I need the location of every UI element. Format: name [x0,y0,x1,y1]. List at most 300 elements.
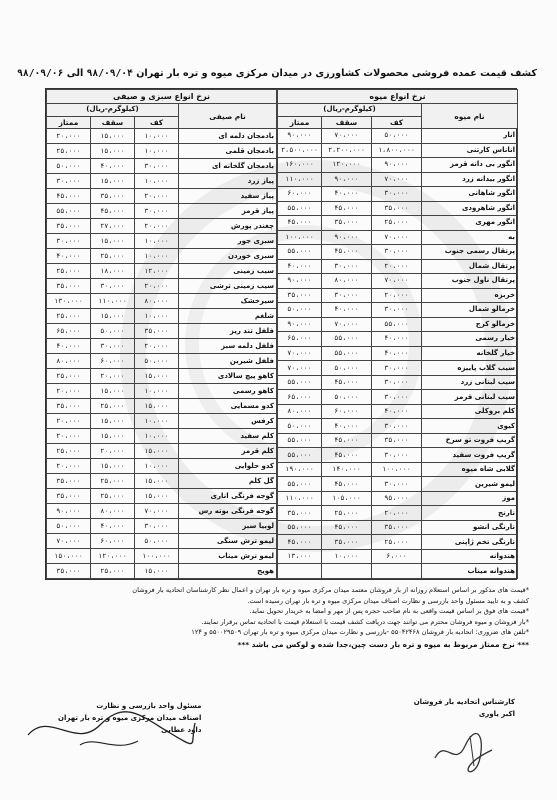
fruits-row [278,172,518,187]
vegetables-header-max: سقف [91,116,135,129]
fruits-row [278,506,518,521]
fruits-cell-min: ۴۰،۰۰۰ [372,404,422,419]
vegetables-cell-premium: ۲۵،۰۰۰ [47,264,91,279]
fruits-cell-premium: ۳۵،۰۰۰ [278,288,322,303]
fruits-cell-max: ۴۰،۰۰۰ [322,187,372,202]
vegetables-cell-premium: ۴۰،۰۰۰ [47,249,91,264]
fruits-cell-premium: ۵۵،۰۰۰ [278,201,322,216]
fruits-cell-premium: ۲،۵۰۰،۰۰۰ [278,143,322,158]
fruits-cell-premium: ۵۵،۰۰۰ [278,520,322,535]
fruits-cell-premium: ۵۰،۰۰۰ [278,303,322,318]
vegetables-row [47,519,277,534]
fruits-cell-min: ۲۵،۰۰۰ [372,216,422,231]
fruits-row [278,462,518,477]
fruits-cell-min: ۲۰،۰۰۰ [372,506,422,521]
vegetables-cell-min: ۳۰،۰۰۰ [135,159,179,174]
fruits-row [278,448,518,463]
fruits-cell-name: انگور شاهانی [422,187,518,202]
fruits-cell-name: انگور شاهرودی [422,201,518,216]
fruits-cell-name: اناناس کارتنی [422,143,518,158]
fruits-rows [278,129,518,579]
fruits-cell-max: ۴۵،۰۰۰ [322,520,372,535]
vegetables-row [47,504,277,519]
fruits-cell-max: ۹۰،۰۰۰ [322,230,372,245]
fruits-row [278,346,518,361]
fruits-cell-min: ۳۰،۰۰۰ [372,375,422,390]
vegetables-cell-min: ۳۰،۰۰۰ [135,519,179,534]
vegetables-cell-name: فلفل شیرین [179,354,277,369]
vegetables-cell-name: لوبیا سبز [179,519,277,534]
vegetables-row [47,294,277,309]
fruits-cell-name: پرتقال ناول جنوب [422,274,518,289]
fruits-cell-max: ۵۰،۰۰۰ [322,390,372,405]
fruits-cell-name: گلابی شاه میوه [422,462,518,477]
fruits-cell-min: ۳۰،۰۰۰ [372,245,422,260]
vegetables-cell-max: ۱۲۰،۰۰۰ [91,549,135,564]
vegetables-row [47,549,277,564]
fruits-cell-premium: ۵۵،۰۰۰ [278,433,322,448]
fruits-cell-premium: ۱۹۰،۰۰۰ [278,462,322,477]
fruits-cell-name: انار [422,129,518,144]
fruits-cell-premium: ۹۰،۰۰۰ [278,317,322,332]
vegetables-cell-premium: ۳۵،۰۰۰ [47,489,91,504]
fruits-row [278,274,518,289]
vegetables-cell-name: کاهو رسمی [179,384,277,399]
vegetables-cell-premium: ۱۳۰،۰۰۰ [47,294,91,309]
fruits-cell-premium: ۱۳،۰۰۰ [278,549,322,564]
note-line: *قیمت های فوق بر اساس قیمت واقعی به نام صاحب حجره پس از مهر و امضا به خریدار تحویل نماید. [249,607,529,615]
signature-role: کارشناس اتحادیه بار فروشان [413,698,515,706]
fruits-row [278,230,518,245]
vegetables-row [47,234,277,249]
fruits-row [278,375,518,390]
fruits-cell-max: ۴۰،۰۰۰ [322,303,372,318]
fruits-cell-min: ۹۰،۰۰۰ [372,158,422,173]
handwritten-signature-right [430,728,500,773]
fruits-cell-name: کیوی [422,419,518,434]
fruits-row [278,404,518,419]
vegetables-row [47,399,277,414]
fruits-row [278,491,518,506]
fruits-cell-name: نارنگی انشو [422,520,518,535]
vegetables-cell-premium: ۷۰،۰۰۰ [47,534,91,549]
vegetables-cell-min: ۱۰،۰۰۰ [135,234,179,249]
vegetables-row [47,339,277,354]
vegetables-cell-premium: ۲۰،۰۰۰ [47,429,91,444]
fruits-cell-max: ۳۰،۰۰۰ [322,259,372,274]
vegetables-cell-premium: ۵۵،۰۰۰ [47,204,91,219]
fruits-cell-min: ۳۵،۰۰۰ [372,433,422,448]
vegetables-cell-min: ۱۵،۰۰۰ [135,444,179,459]
fruits-cell-max: ۴۰،۰۰۰ [322,419,372,434]
vegetables-cell-premium: ۵۰،۰۰۰ [47,519,91,534]
vegetables-cell-premium: ۲۵،۰۰۰ [47,369,91,384]
fruits-cell-max: ۳۵،۰۰۰ [322,535,372,550]
vegetables-cell-premium: ۳۵،۰۰۰ [47,474,91,489]
vegetables-cell-max: ۲۰،۰۰۰ [91,369,135,384]
signature-block-right [414,696,515,720]
fruits-cell-name: نارنگی تخم ژاپنی [422,535,518,550]
vegetables-cell-name: پیاز قرمز [179,204,277,219]
vegetables-row [47,384,277,399]
fruits-cell-min: ۳۰،۰۰۰ [372,187,422,202]
fruits-cell-name: خرمالو شمال [422,303,518,318]
signature-name: اکبر یاوری [478,710,515,718]
vegetables-cell-min: ۱۰،۰۰۰ [135,309,179,324]
fruits-cell-premium [278,564,322,579]
fruits-cell-min: ۳۰،۰۰۰ [372,477,422,492]
vegetables-cell-name: گوجه فرنگی بوته رس [179,504,277,519]
vegetables-cell-max: ۳۵،۰۰۰ [91,189,135,204]
fruits-cell-max: ۴۵،۰۰۰ [322,433,372,448]
vegetables-cell-name: سیرخشک [179,294,277,309]
fruits-cell-min [372,564,422,579]
vegetables-cell-max: ۱۵،۰۰۰ [91,174,135,189]
vegetables-cell-name: گل کلم [179,474,277,489]
vegetables-cell-min: ۱۵،۰۰۰ [135,564,179,579]
vegetables-cell-name: گوجه فرنگی اناری [179,489,277,504]
fruits-cell-min: ۱۰۰،۰۰۰ [372,462,422,477]
fruits-cell-name: کلم بروکلی [422,404,518,419]
fruits-cell-max: ۵۵،۰۰۰ [322,346,372,361]
fruits-row [278,535,518,550]
vegetables-cell-max: ۲۵،۰۰۰ [91,249,135,264]
vegetables-cell-max: ۲۷،۰۰۰ [91,219,135,234]
fruits-cell-max: ۴۵،۰۰۰ [322,448,372,463]
fruits-cell-max: ۹۰،۰۰۰ [322,172,372,187]
fruits-cell-min: ۹۵،۰۰۰ [372,491,422,506]
fruits-row [278,187,518,202]
fruits-cell-premium: ۱۶۰،۰۰۰ [278,158,322,173]
vegetables-cell-name: سیب زمینی [179,264,277,279]
fruits-cell-name: خیار رسمی [422,332,518,347]
fruits-cell-min: ۲۰،۰۰۰ [372,259,422,274]
vegetables-cell-min: ۱۵،۰۰۰ [135,489,179,504]
vegetables-cell-min: ۳۵،۰۰۰ [135,324,179,339]
fruits-cell-min: ۷۰،۰۰۰ [372,230,422,245]
vegetables-cell-premium: ۲۵،۰۰۰ [47,309,91,324]
vegetables-cell-name: کاهو پیچ سالادی [179,369,277,384]
fruits-unit: (کیلوگرم-ریال) [278,104,422,117]
fruits-cell-premium: ۵۵،۰۰۰ [278,245,322,260]
fruits-cell-max: ۳۰،۰۰۰ [322,288,372,303]
vegetables-row [47,489,277,504]
vegetables-cell-name: بادمجان دلمه ای [179,129,277,144]
fruits-cell-name: انگور بی دانه قرمز [422,158,518,173]
fruits-cell-name: هندوانه [422,549,518,564]
vegetables-cell-max: ۲۵،۰۰۰ [91,489,135,504]
date-to: ۹۸/۰۹/۰۶ [17,68,64,79]
vegetables-row [47,129,277,144]
fruits-cell-min: ۲۰،۰۰۰ [372,288,422,303]
fruits-cell-name: پرتقال رسمی جنوب [422,245,518,260]
vegetables-cell-max: ۶۰،۰۰۰ [91,354,135,369]
fruits-cell-max: ۲۵،۰۰۰ [322,506,372,521]
fruits-cell-premium: ۴۰،۰۰۰ [278,259,322,274]
vegetables-cell-premium: ۴۵،۰۰۰ [47,189,91,204]
vegetables-cell-max: ۴۵،۰۰۰ [91,204,135,219]
vegetables-cell-premium: ۲۵،۰۰۰ [47,444,91,459]
vegetables-cell-max: ۸۰،۰۰۰ [91,504,135,519]
vegetables-cell-min: ۱۰،۰۰۰ [135,129,179,144]
vegetables-cell-max: ۱۵،۰۰۰ [91,234,135,249]
document-title [17,68,537,79]
handwritten-signature-left [20,705,200,760]
fruits-cell-min: ۳۰،۰۰۰ [372,303,422,318]
vegetables-cell-max: ۲۵،۰۰۰ [91,474,135,489]
fruits-cell-premium: ۸۰،۰۰۰ [278,404,322,419]
vegetables-row [47,189,277,204]
fruits-cell-min: ۳۰،۰۰۰ [372,390,422,405]
fruits-cell-max: ۸۰،۰۰۰ [322,274,372,289]
fruits-cell-name: هندوانه میناب [422,564,518,579]
fruits-cell-min: ۴۰،۰۰۰ [372,332,422,347]
vegetables-cell-name: پیاز زرد [179,174,277,189]
fruits-row [278,520,518,535]
vegetables-cell-name: کلم قرمز [179,444,277,459]
vegetables-row [47,429,277,444]
fruits-row [278,564,518,579]
fruits-cell-premium: ۵۰،۰۰۰ [278,419,322,434]
vegetables-row [47,369,277,384]
vegetables-table [46,89,277,579]
note-line: *بار فروشان و میوه فروشان محترم می توانند جهت دریافت کشف قیمت با استعلام قیمت با اتحادیه تماس برقرار نمایند. [201,617,529,626]
vegetables-row [47,444,277,459]
vegetables-cell-min: ۱۰،۰۰۰ [135,459,179,474]
vegetables-cell-min: ۱۰،۰۰۰ [135,384,179,399]
date-from: ۹۸/۰۹/۰۴ [86,68,133,79]
vegetables-cell-premium: ۲۰،۰۰۰ [47,129,91,144]
signature-role: مسئول واحد بازرسی و نظارت [96,702,202,710]
vegetables-cell-max: ۳۰،۰۰۰ [91,339,135,354]
fruits-cell-min: ۳۰،۰۰۰ [372,448,422,463]
vegetables-cell-max: ۵۰،۰۰۰ [91,324,135,339]
vegetables-cell-max: ۲۵،۰۰۰ [91,564,135,579]
vegetables-cell-min: ۱۲،۰۰۰ [135,264,179,279]
vegetables-cell-min: ۸۰،۰۰۰ [135,294,179,309]
title-text: کشف قیمت عمده فروشی محصولات کشاورزی در میدان مرکزی میوه و تره بار تهران [136,68,537,79]
final-note: *** نرخ ممتاز مربوط به میوه و تره بار دست چین،جدا شده و لوکس می باشد *** [237,639,529,649]
fruits-cell-max: ۵۰،۰۰۰ [322,361,372,376]
vegetables-cell-premium: ۳۵،۰۰۰ [47,564,91,579]
vegetables-cell-min: ۳۰،۰۰۰ [135,204,179,219]
fruits-row [278,317,518,332]
fruits-row [278,390,518,405]
fruits-cell-premium: ۳۵،۰۰۰ [278,506,322,521]
vegetables-cell-name: لیمو ترش سنگی [179,534,277,549]
fruits-cell-min: ۳۰،۰۰۰ [372,419,422,434]
vegetables-cell-max: ۲۵،۰۰۰ [91,399,135,414]
fruits-cell-max: ۷۰،۰۰۰ [322,129,372,144]
note-line: کشف و به تایید مسئول واحد بازرسی و نظارت اصناف میدان مرکزی میوه و تره بار تهران رسیده است. [247,596,529,605]
fruits-cell-max: ۵۵،۰۰۰ [322,332,372,347]
fruits-cell-min: ۳۵،۰۰۰ [372,201,422,216]
vegetables-cell-min: ۱۰،۰۰۰ [135,144,179,159]
vegetables-cell-max: ۶۰،۰۰۰ [91,534,135,549]
vegetables-cell-premium: ۲۰،۰۰۰ [47,414,91,429]
vegetables-cell-name: کدو حلوایی [179,459,277,474]
vegetables-cell-name: بادمجان گلخانه ای [179,159,277,174]
vegetables-cell-premium: ۵۰،۰۰۰ [47,159,91,174]
fruits-section-title: نرخ انواع میوه [278,90,518,104]
vegetables-cell-name: کلم سفید [179,429,277,444]
fruits-cell-min: ۵۰،۰۰۰ [372,129,422,144]
fruits-cell-min: ۱،۸۰۰،۰۰۰ [372,143,422,158]
vegetables-cell-max: ۱۵،۰۰۰ [91,129,135,144]
fruits-cell-max [322,564,372,579]
fruits-cell-min: ۴۰،۰۰۰ [372,346,422,361]
vegetables-row [47,174,277,189]
fruits-cell-name: موز [422,491,518,506]
vegetables-cell-premium: ۳۰،۰۰۰ [47,234,91,249]
vegetables-cell-min: ۱۰،۰۰۰ [135,174,179,189]
vegetables-cell-name: کدو مسمایی [179,399,277,414]
vegetables-header-name: نام صیفی [179,104,277,129]
vegetables-cell-max: ۴۰،۰۰۰ [91,519,135,534]
vegetables-cell-max: ۱۵،۰۰۰ [91,414,135,429]
fruits-cell-name: نارنج [422,506,518,521]
vegetables-cell-min: ۲۰،۰۰۰ [135,189,179,204]
vegetables-cell-premium: ۶۵،۰۰۰ [47,324,91,339]
vegetables-cell-min: ۲۰،۰۰۰ [135,339,179,354]
fruits-cell-name: سیب گلاب پاییزه [422,361,518,376]
fruits-row [278,259,518,274]
fruits-cell-max: ۷۰،۰۰۰ [322,317,372,332]
fruits-cell-premium: ۶۵،۰۰۰ [278,390,322,405]
vegetables-row [47,474,277,489]
vegetables-cell-min: ۱۰،۰۰۰ [135,249,179,264]
fruits-cell-max: ۳۵،۰۰۰ [322,216,372,231]
vegetables-cell-premium: ۲۰،۰۰۰ [47,384,91,399]
vegetables-cell-name: بادمجان قلمی [179,144,277,159]
fruits-cell-min: ۳۰،۰۰۰ [372,361,422,376]
fruits-cell-min: ۲۵،۰۰۰ [372,535,422,550]
vegetables-section-title: نرخ انواع سبزی و صیفی [47,90,277,104]
vegetables-row [47,564,277,579]
vegetables-row [47,144,277,159]
fruits-row [278,303,518,318]
vegetables-cell-name: چغندر پورش [179,219,277,234]
notes-block [30,585,529,650]
fruits-cell-min: ۳۵،۰۰۰ [372,520,422,535]
fruits-table [277,89,518,579]
vegetables-cell-name: شلغم [179,309,277,324]
vegetables-unit: (کیلوگرم-ریال) [47,104,179,117]
fruits-cell-min: ۷۰،۰۰۰ [372,274,422,289]
vegetables-row [47,279,277,294]
fruits-cell-max: ۱۴۰،۰۰۰ [322,462,372,477]
vegetables-row [47,534,277,549]
vegetables-cell-min: ۷۰،۰۰۰ [135,504,179,519]
vegetables-cell-name: پیاز سفید [179,189,277,204]
fruits-row [278,549,518,564]
signature-role: اصناف میدان مرکزی میوه و تره بار تهران [58,714,202,722]
fruits-row [278,433,518,448]
fruits-cell-name: خربزه [422,288,518,303]
fruits-cell-name: گریپ فروت تو سرخ [422,433,518,448]
vegetables-cell-premium: ۳۵،۰۰۰ [47,399,91,414]
fruits-row [278,288,518,303]
fruits-cell-max: ۱۰،۰۰۰ [322,549,372,564]
fruits-row [278,477,518,492]
vegetables-cell-name: سیب زمینی ترشی [179,279,277,294]
vegetables-rows [47,129,277,579]
vegetables-row [47,219,277,234]
fruits-cell-min: ۵۵،۰۰۰ [372,317,422,332]
vegetables-cell-max: ۱۵،۰۰۰ [91,384,135,399]
fruits-cell-premium: ۱۰۰،۰۰۰ [278,230,322,245]
fruits-cell-name: گریپ فروت سفید [422,448,518,463]
fruits-header-name: نام میوه [422,104,518,129]
fruits-cell-premium: ۹۰،۰۰۰ [278,274,322,289]
fruits-cell-name: لیمو شیرین [422,477,518,492]
fruits-cell-premium: ۴۵،۰۰۰ [278,535,322,550]
vegetables-cell-max: ۲۰،۰۰۰ [91,444,135,459]
vegetables-cell-min: ۲۰،۰۰۰ [135,219,179,234]
fruits-header-min: کف [372,116,422,129]
vegetables-cell-min: ۲۰،۰۰۰ [135,279,179,294]
fruits-row [278,216,518,231]
vegetables-row [47,159,277,174]
vegetables-cell-name: کرفس [179,414,277,429]
vegetables-cell-name: هویج [179,564,277,579]
vegetables-cell-premium: ۹۰،۰۰۰ [47,504,91,519]
fruits-cell-max: ۴۵،۰۰۰ [322,477,372,492]
vegetables-cell-max: ۱۱۰،۰۰۰ [91,294,135,309]
vegetables-cell-name: فلفل دلمه سبز [179,339,277,354]
vegetables-row [47,264,277,279]
vegetables-cell-max: ۱۵،۰۰۰ [91,144,135,159]
fruits-cell-max: ۲،۲۰۰،۰۰۰ [322,143,372,158]
fruits-header-max: سقف [322,116,372,129]
date-separator: الی [66,68,84,79]
price-tables [45,88,517,580]
fruits-header-premium: ممتاز [278,116,322,129]
fruits-cell-premium: ۶۵،۰۰۰ [278,332,322,347]
fruits-row [278,143,518,158]
vegetables-cell-min: ۱۰،۰۰۰ [135,429,179,444]
vegetables-cell-premium: ۳۵،۰۰۰ [47,279,91,294]
vegetables-cell-name: سبزی جور [179,234,277,249]
fruits-cell-name: انگور مهری [422,216,518,231]
fruits-cell-max: ۱۰۵،۰۰۰ [322,491,372,506]
fruits-cell-max: ۴۵،۰۰۰ [322,245,372,260]
vegetables-cell-premium: ۴۰،۰۰۰ [47,339,91,354]
fruits-cell-min: ۶،۰۰۰ [372,549,422,564]
fruits-cell-premium: ۵۵،۰۰۰ [278,375,322,390]
vegetables-cell-min: ۱۵،۰۰۰ [135,474,179,489]
fruits-cell-max: ۴۵،۰۰۰ [322,375,372,390]
vegetables-cell-name: فلفل تند ریز [179,324,277,339]
fruits-cell-name: سیب لبنانی قرمز [422,390,518,405]
fruits-cell-name: پرتقال شمال [422,259,518,274]
vegetables-row [47,459,277,474]
vegetables-cell-max: ۱۵،۰۰۰ [91,429,135,444]
vegetables-cell-premium: ۳۵،۰۰۰ [47,219,91,234]
vegetables-row [47,324,277,339]
vegetables-cell-max: ۳۰،۰۰۰ [91,279,135,294]
fruits-cell-premium: ۴۵،۰۰۰ [278,216,322,231]
fruits-cell-premium: ۷۰،۰۰۰ [278,361,322,376]
fruits-cell-premium: ۹۰،۰۰۰ [278,129,322,144]
fruits-cell-max: ۱۲۰،۰۰۰ [322,158,372,173]
note-line: *تلفن های ضروری: اتحادیه بار فروشان ۵۵۰۴۲۴۶۸ -بازرسی و نظارت میدان مرکزی میوه و تره بار تهران ۵۵۰۰۲۹۵۰۹ و ۱۲۴ [191,628,529,636]
vegetables-row [47,309,277,324]
fruits-cell-name: به [422,230,518,245]
fruits-row [278,419,518,434]
vegetables-cell-min: ۱۰،۰۰۰ [135,414,179,429]
fruits-cell-premium: ۶۰،۰۰۰ [278,187,322,202]
